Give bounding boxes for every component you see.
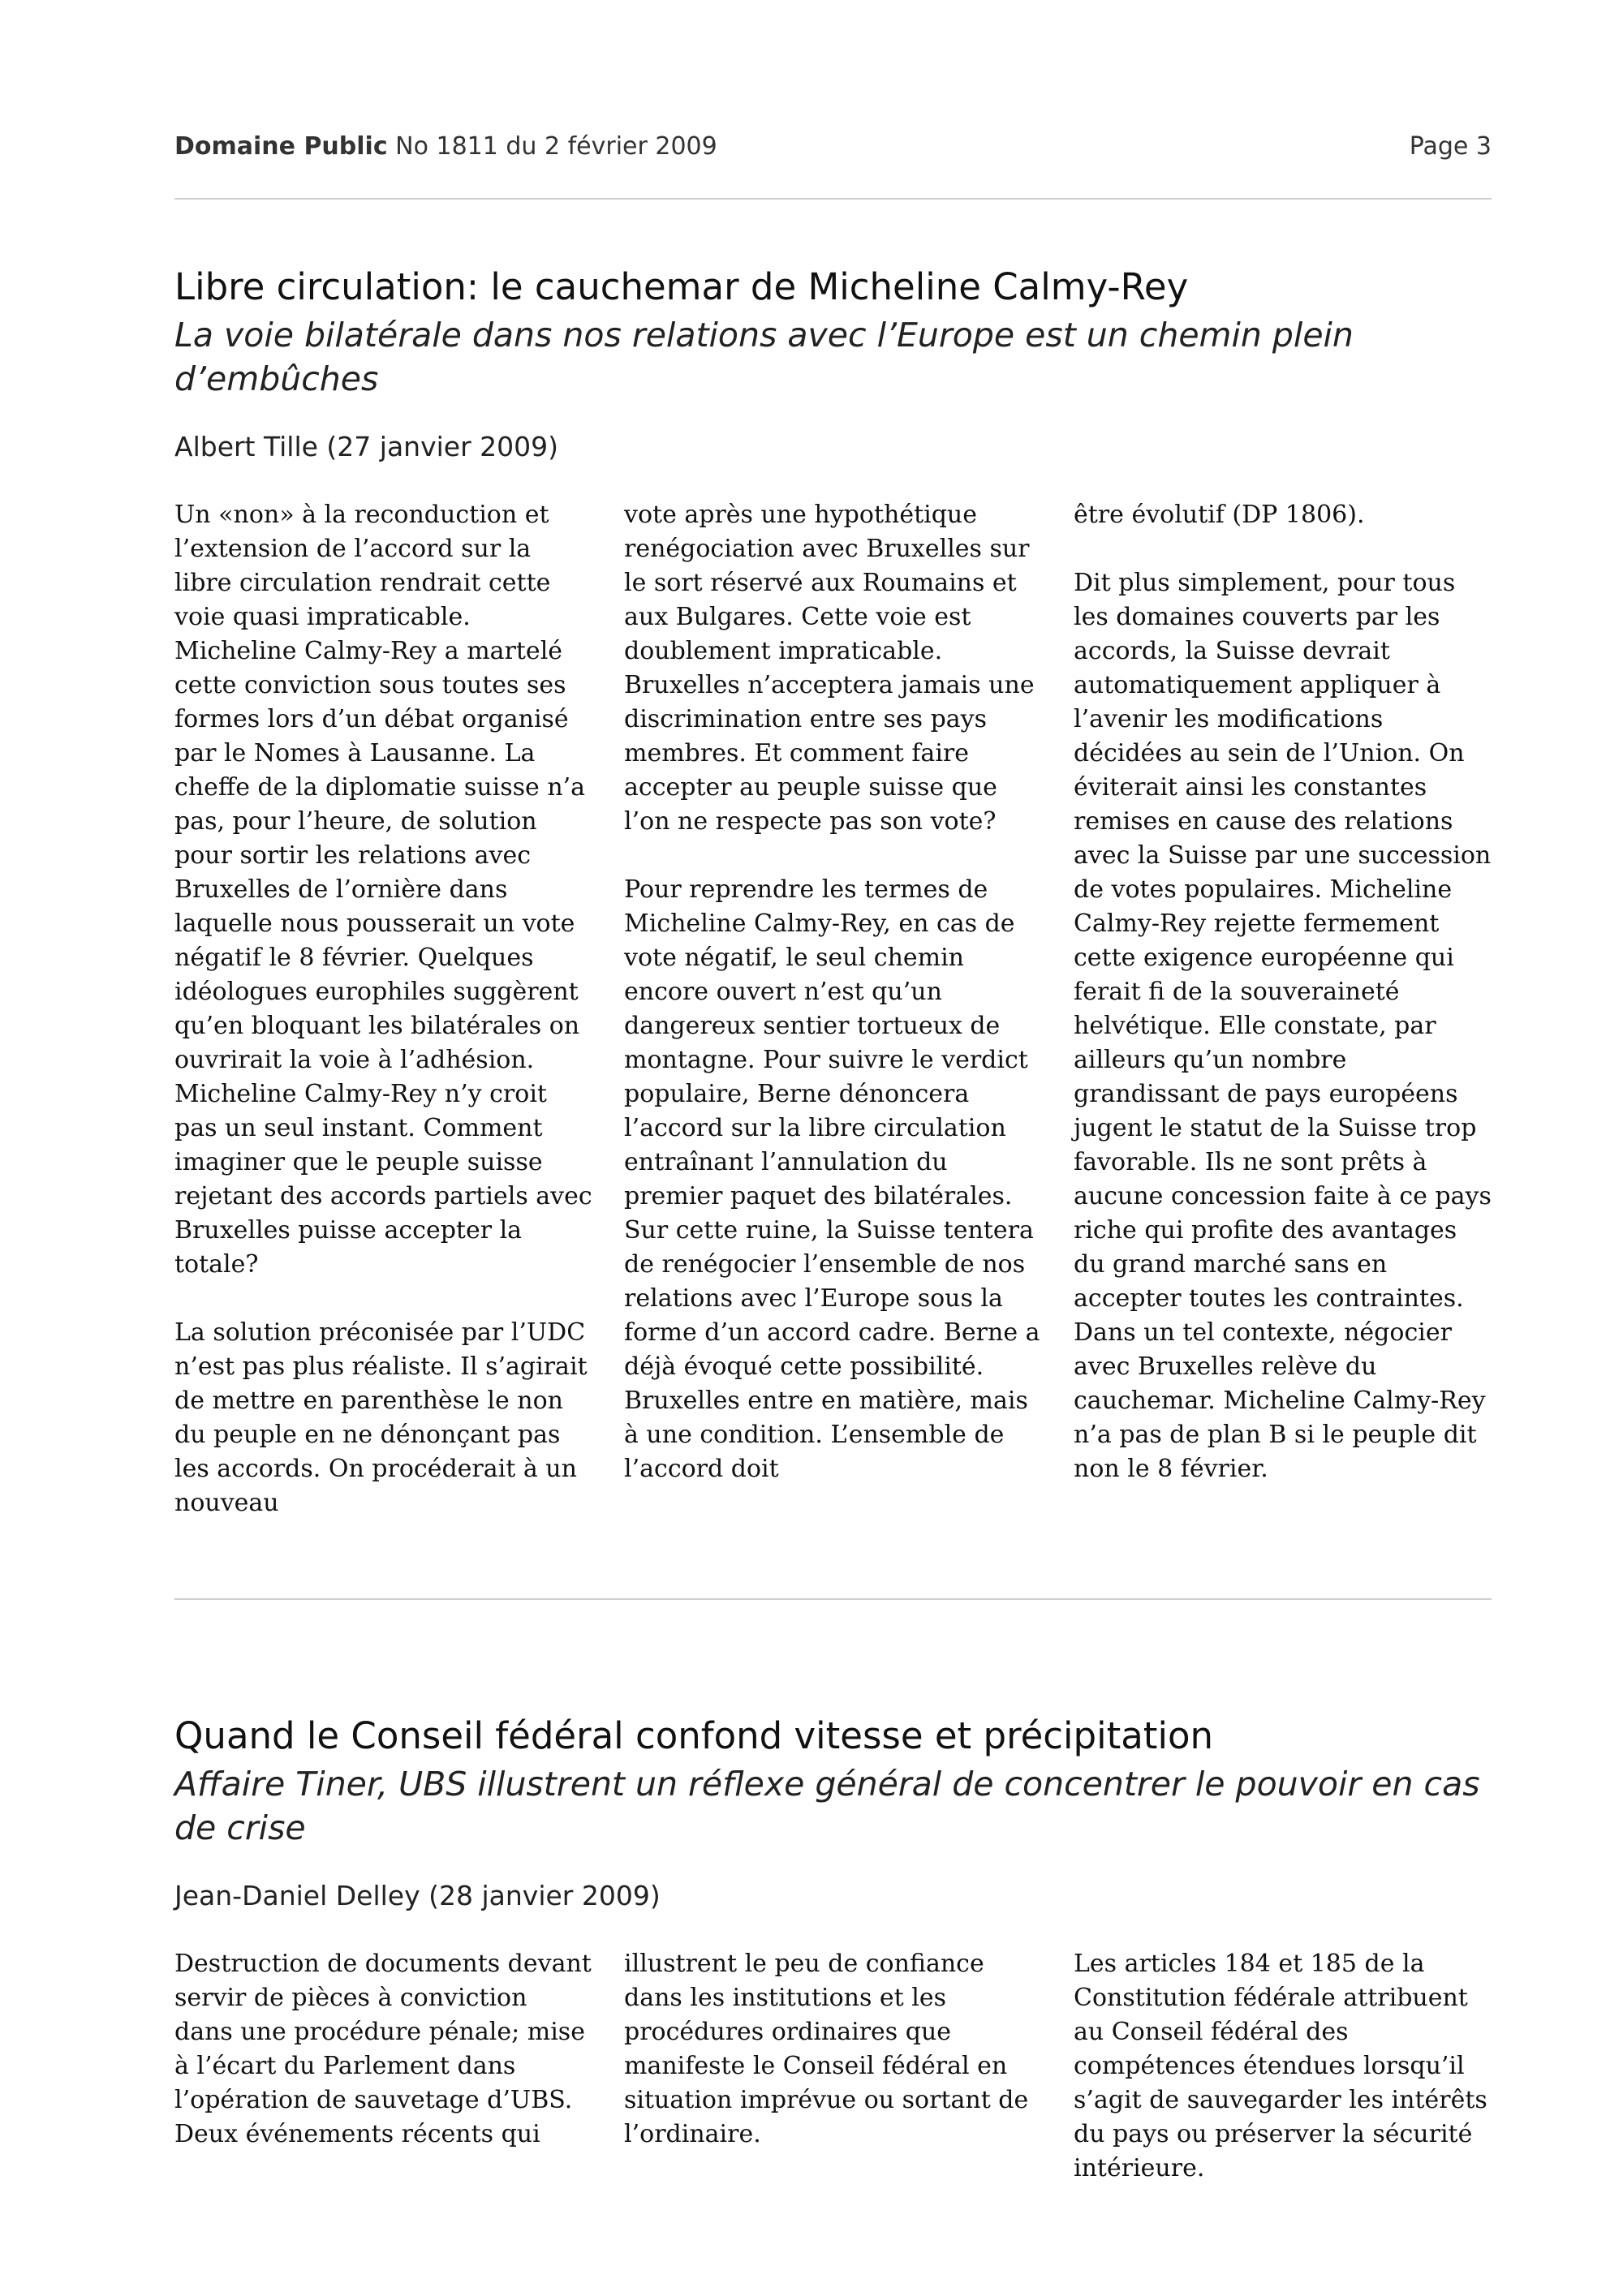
text-column [174, 498, 592, 1520]
text-column [1074, 1947, 1492, 2186]
text-column [1074, 498, 1492, 1520]
article-body [174, 1947, 1492, 2186]
paragraph: La solution préconisée par l’UDC n’est pas plus réaliste. Il s’agirait de mettre en parenthèse le non du peuple en ne dénonçant pas les accords. On procéderait à un nouveau [174, 1318, 588, 1517]
article-title: Libre circulation: le cauchemar de Micheline Calmy-Rey [174, 265, 1189, 308]
page-header [174, 132, 1492, 171]
article-subtitle: Affaire Tiner, UBS illustrent un réflexe général de concentrer le pouvoir en cas de crise [174, 1765, 1480, 1847]
text-column [624, 1947, 1042, 2186]
page-number: Page 3 [1409, 132, 1492, 161]
text-column [174, 1947, 592, 2186]
article-divider [174, 1598, 1492, 1600]
paragraph: vote après une hypothétique renégociation avec Bruxelles sur le sort réservé aux Roumains et aux Bulgares. Cette voie est doublement impraticable. Bruxelles n’acceptera jamais une discrimination entre ses pays membres. Et comment faire accepter au peuple suisse que l’on ne respecte pas son vote? [624, 501, 1035, 836]
article-subtitle: La voie bilatérale dans nos relations avec l’Europe est un chemin plein d’embûches [174, 316, 1354, 398]
article-byline: Jean-Daniel Delley (28 janvier 2009) [174, 1880, 661, 1911]
paragraph: Destruction de documents devant servir de pièces à conviction dans une procédure pénale; mise à l’écart du Parlement dans l’opération de sauvetage d’UBS. Deux événements récents qui [174, 1950, 592, 2148]
article-body [174, 498, 1492, 1520]
paragraph: Dit plus simplement, pour tous les domaines couverts par les accords, la Suisse devrait automatiquement appliquer à l’avenir les modifications décidées au sein de l’Union. On éviterait ainsi les constantes remises en cause des relations avec la Suisse par une succession de votes populaires. Micheline Calmy-Rey rejette fermement cette exigence européenne qui ferait fi de la souveraineté helvétique. Elle constate, par ailleurs qu’un nombre grandissant de pays européens jugent le statut de la Suisse trop favorable. Ils ne sont prêts à aucune concession faite à ce pays riche qui profite des avantages du grand marché sans en accepter toutes les contraintes. Dans un tel contexte, négocier avec Bruxelles relève du cauchemar. Micheline Calmy-Rey n’a pas de plan B si le peuple dit non le 8 février. [1074, 569, 1492, 1483]
paragraph: Pour reprendre les termes de Micheline Calmy-Rey, en cas de vote négatif, le seul chemin encore ouvert n’est qu’un dangereux sentier tortueux de montagne. Pour suivre le verdict populaire, Berne dénoncera l’accord sur la libre circulation entraînant l’annulation du premier paquet des bilatérales. Sur cette ruine, la Suisse tentera de renégocier l’ensemble de nos relations avec l’Europe sous la forme d’un accord cadre. Berne a déjà évoqué cette possibilité. Bruxelles entre en matière, mais à une condition. L’ensemble de l’accord doit [624, 875, 1040, 1483]
article-byline: Albert Tille (27 janvier 2009) [174, 431, 559, 462]
article-title: Quand le Conseil fédéral confond vitesse et précipitation [174, 1714, 1213, 1757]
publication-name: Domaine Public [174, 132, 388, 161]
paragraph: Un «non» à la reconduction et l’extension de l’accord sur la libre circulation rendrait cette voie quasi impraticable. Micheline Calmy-Rey a martelé cette conviction sous toutes ses formes lors d’un débat organisé par le Nomes à Lausanne. La cheffe de la diplomatie suisse n’a pas, pour l’heure, de solution pour sortir les relations avec Bruxelles de l’ornière dans laquelle nous pousserait un vote négatif le 8 février. Quelques idéologues europhiles suggèrent qu’en bloquant les bilatérales on ouvrirait la voie à l’adhésion. Micheline Calmy-Rey n’y croit pas un seul instant. Comment imaginer que le peuple suisse rejetant des accords partiels avec Bruxelles puisse accepter la totale? [174, 501, 592, 1279]
paragraph: être évolutif (DP 1806). [1074, 501, 1365, 529]
paragraph: Les articles 184 et 185 de la Constitution fédérale attribuent au Conseil fédéral des compétences étendues lorsqu’il s’agit de sauvegarder les intérêts du pays ou préserver la sécurité intérieure. [1074, 1950, 1487, 2182]
paragraph: illustrent le peu de confiance dans les institutions et les procédures ordinaires que manifeste le Conseil fédéral en situation imprévue ou sortant de l’ordinaire. [624, 1950, 1029, 2148]
issue-info: No 1811 du 2 février 2009 [395, 132, 717, 161]
text-column [624, 498, 1042, 1520]
header-divider [174, 198, 1492, 200]
